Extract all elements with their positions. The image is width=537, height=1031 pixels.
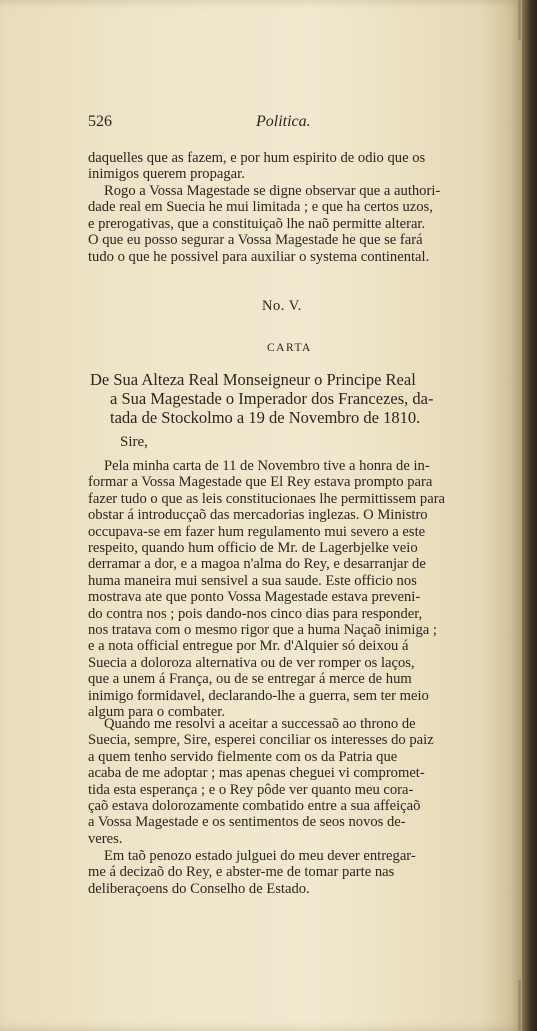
section-number: No. V. [262, 298, 302, 314]
paragraph-em-tao-penozo [88, 848, 474, 897]
text-line: Rogo a Vossa Magestade se digne observar que a authori- [104, 183, 441, 199]
salutation: Sire, [120, 434, 148, 450]
text-line: nos tratava com o mesmo rigor que a huma Naçaõ inimiga ; [88, 622, 437, 639]
text-line: acaba de me adoptar ; mas apenas cheguei vi compromet- [88, 765, 425, 782]
paragraph-continuation [88, 150, 474, 183]
text-line: e prerogativas, que a constituiçaõ lhe naõ permitte alterar. [88, 215, 426, 232]
text-line: e a nota official entregue por Mr. d'Alquier só deixou á [88, 638, 409, 655]
text-line: obstar á introducçaõ das mercadorias inglezas. O Ministro [88, 507, 428, 524]
text-line: Em taõ penozo estado julguei do meu dever entregar- [104, 848, 416, 864]
text-line: a Vossa Magestade e os sentimentos de seos novos de- [88, 814, 406, 831]
heading-line: De Sua Alteza Real Monseigneur o Principe Real [90, 370, 416, 389]
text-line: respeito, quando hum officio de Mr. de Lagerbjelke veio [88, 540, 418, 557]
letter-heading [90, 370, 482, 427]
paragraph-quando-me-resolvi [88, 716, 474, 847]
text-line: Pela minha carta de 11 de Novembro tive a honra de in- [104, 458, 430, 474]
page-number: 526 [88, 113, 112, 130]
text-line: tida esta esperança ; e o Rey pôde ver quanto meu cora- [88, 781, 414, 798]
paragraph-rogo [88, 183, 474, 265]
text-line: inimigo formidavel, declarando-lhe a guerra, sem ter meio [88, 687, 429, 704]
text-line: Quando me resolvi a aceitar a successaõ ao throno de [104, 716, 416, 732]
text-line: fazer tudo o que as leis constitucionaes lhe permittissem para [88, 490, 446, 507]
text-line: dade real em Suecia he mui limitada ; e que ha certos uzos, [88, 199, 433, 216]
text-line: algum para o combater. [88, 704, 225, 721]
text-line: occupava-se em fazer hum regulamento mui severo a este [88, 523, 426, 540]
text-line: tudo o que he possivel para auxiliar o systema continental. [88, 248, 430, 265]
text-line: Suecia a doloroza alternativa ou de ver romper os laços, [88, 654, 415, 671]
page-edge-wear [518, 980, 521, 1031]
text-line: inimigos querem propagar. [88, 166, 245, 183]
text-line: derramar a dor, e a magoa n'alma do Rey, e desarranjar de [88, 556, 426, 573]
text-line: deliberaçoens do Conselho de Estado. [88, 880, 310, 897]
text-line: me á decizaõ do Rey, e abster-me de tomar parte nas [88, 864, 395, 881]
book-binding [522, 0, 537, 1031]
heading-line: tada de Stockolmo a 19 de Novembro de 1810. [110, 408, 421, 427]
text-line: daquelles que as fazem, e por hum espirito de odio que os [88, 150, 426, 166]
running-head [88, 113, 468, 135]
text-line: mostrava ate que ponto Vossa Magestade estava preveni- [88, 589, 421, 606]
section-label: CARTA [267, 342, 312, 354]
text-line: Suecia, sempre, Sire, esperei conciliar os interesses do paiz [88, 732, 434, 749]
text-line: huma maneira mui sensivel a sua saude. Este officio nos [88, 572, 417, 589]
text-line: çaõ estava dolorozamente combatido entre a sua affeiçaõ [88, 798, 421, 815]
text-line: a quem tenho servido fielmente com os da Patria que [88, 748, 398, 765]
text-line: veres. [88, 830, 123, 847]
page-edge-wear [518, 0, 521, 40]
paragraph-pela-minha-carta [88, 458, 474, 721]
text-line: O que eu posso segurar a Vossa Magestade he que se fará [88, 232, 423, 249]
heading-line: a Sua Magestade o Imperador dos Francezes, da- [110, 389, 434, 408]
text-line: formar a Vossa Magestade que El Rey estava prompto para [88, 474, 433, 491]
text-line: do contra nos ; pois dando-nos cinco dias para responder, [88, 605, 423, 622]
running-title: Politica. [256, 113, 311, 130]
text-line: que a unem á França, ou de se entregar á merce de hum [88, 671, 412, 688]
